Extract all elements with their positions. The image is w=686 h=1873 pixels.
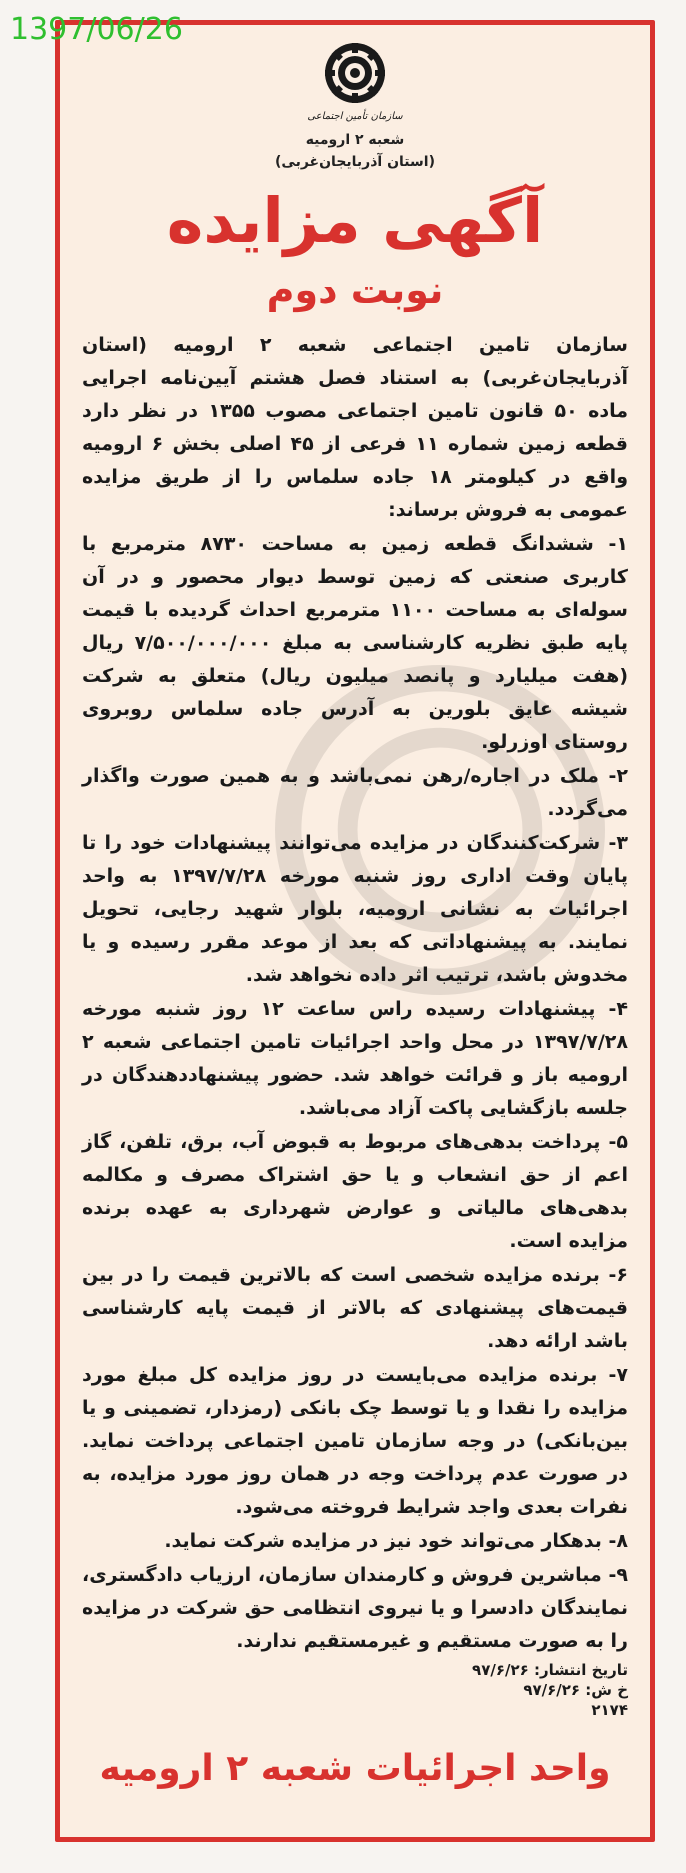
branch-name: شعبه ۲ ارومیه — [305, 132, 405, 148]
notice-subtitle: نوبت دوم — [266, 268, 444, 312]
notice-frame — [55, 20, 655, 1842]
notice-body — [60, 25, 650, 1794]
date-stamp: 1397/06/26 — [10, 12, 183, 47]
publication-code: خ ش: ۹۷/۶/۲۶ — [523, 1681, 628, 1699]
intro-paragraph: سازمان تامین اجتماعی شعبه ۲ ارومیه (استان آذربایجان‌غربی) به استناد فصل هشتم آیین‌نامه اجرایی ماده ۵۰ قانون تامین اجتماعی مصوب ۱۳۵۵ در نظر دارد قطعه زمین شماره ۱۱ فرعی از ۴۵ اصلی بخش ۶ ارومیه واقع در کیلومتر ۱۸ جاده سلماس را از طریق مزایده عمومی به فروش برساند: — [82, 334, 629, 521]
clause-3: ۳- شرکت‌کنندگان در مزایده می‌توانند پیشنهادات خود را تا پایان وقت اداری روز شنبه مورخه ۱۳۹۷/۷/۲۸ به واحد اجرائیات به نشانی ارومیه، بلوار شهید رجایی، تحویل نمایند. به پیشنهاداتی که بعد از موعد مقرر رسیده و یا مخدوش باشد، ترتیب اثر داده نخواهد شد. — [82, 832, 628, 986]
clause-1: ۱- ششدانگ قطعه زمین به مساحت ۸۷۳۰ مترمربع با کاربری صنعتی که زمین توسط دیوار محصور و در آن سوله‌ای به مساحت ۱۱۰۰ مترمربع احداث گردیده با قیمت پایه طبق نظریه کارشناسی به مبلغ ۷/۵۰۰/۰۰۰/۰۰۰ ریال (هفت میلیارد و پانصد میلیون ریال) متعلق به شرکت شیشه عایق بلورین به آدرس جاده سلماس روبروی روستای اوزرلو. — [82, 533, 628, 753]
logo-area — [82, 37, 628, 127]
publication-info — [82, 1660, 628, 1720]
notice-title: آگهی مزایده — [166, 184, 544, 257]
publication-date: تاریخ انتشار: ۹۷/۶/۲۶ — [472, 1661, 628, 1679]
clause-2: ۲- ملک در اجاره/رهن نمی‌باشد و به همین صورت واگذار می‌گردد. — [82, 765, 628, 820]
social-security-logo-icon — [307, 37, 403, 123]
clause-8: ۸- بدهکار می‌تواند خود نیز در مزایده شرکت نماید. — [164, 1530, 628, 1552]
clause-5: ۵- پرداخت بدهی‌های مربوط به قبوض آب، برق، تلفن، گاز اعم از حق انشعاب و یا حق اشتراک مصرف و مکالمه بدهی‌های مالیاتی و عوارض شهرداری به عهده برنده مزایده است. — [82, 1131, 628, 1252]
clause-4: ۴- پیشنهادات رسیده راس ساعت ۱۲ روز شنبه مورخه ۱۳۹۷/۷/۲۸ در محل واحد اجرائیات تامین اجتماعی شعبه ۲ ارومیه باز و قرائت خواهد شد. حضور پیشنهاددهندگان در جلسه بازگشایی پاکت آزاد می‌باشد. — [82, 998, 628, 1119]
clause-9: ۹- مباشرین فروش و کارمندان سازمان، ارزیاب دادگستری، نمایندگان دادسرا و یا نیروی انتظامی حق شرکت در مزایده را به صورت مستقیم و غیرمستقیم ندارند. — [82, 1564, 628, 1652]
publication-number: ۲۱۷۴ — [591, 1701, 628, 1719]
footer-unit-name: واحد اجرائیات شعبه ۲ ارومیه — [99, 1748, 611, 1789]
logo-caption: سازمان تأمین اجتماعی — [307, 111, 403, 122]
clause-6: ۶- برنده مزایده شخصی است که بالاترین قیمت را در بین قیمت‌های پیشنهادی که بالاتر از قیمت پایه کارشناسی باشد ارائه دهد. — [82, 1264, 628, 1352]
branch-province: (استان آذربایجان‌غربی) — [275, 154, 435, 170]
clause-7: ۷- برنده مزایده می‌بایست در روز مزایده کل مبلغ مورد مزایده را نقدا و یا توسط چک بانکی (رمزدار، تضمینی و یا بین‌بانکی) در وجه سازمان تامین اجتماعی پرداخت نماید. در صورت عدم پرداخت وجه در همان روز مورد مزایده، به نفرات بعدی واجد شرایط فروخته می‌شود. — [82, 1364, 628, 1518]
